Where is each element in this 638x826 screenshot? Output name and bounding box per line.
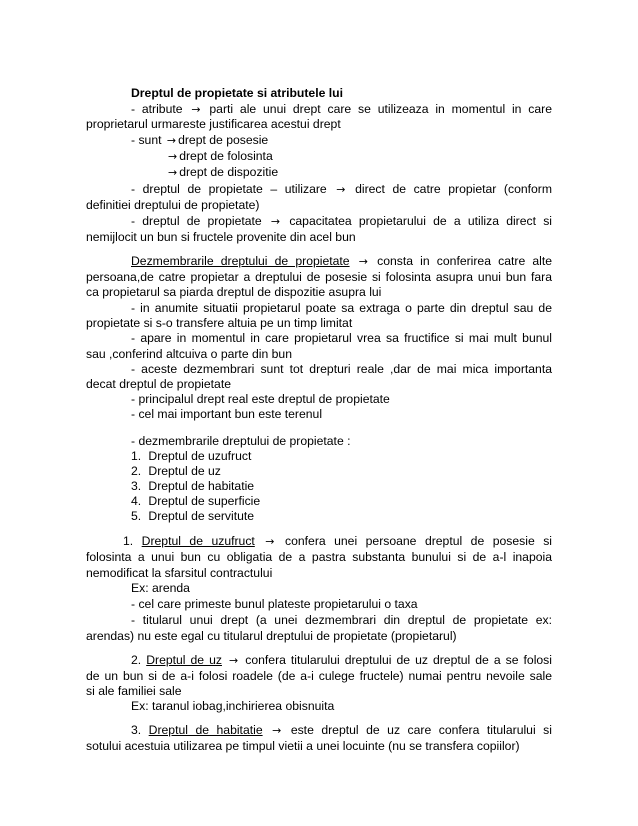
section-number: 3. <box>131 723 142 737</box>
paragraph-line <box>166 165 278 180</box>
paragraph-line <box>131 723 552 738</box>
paragraph-line <box>131 214 552 229</box>
arrow-icon: → <box>166 134 177 147</box>
text-span: - atribute <box>131 102 183 116</box>
list-text: Dreptul de superficie <box>148 494 261 508</box>
paragraph-line: ca propietarul sa piarda dreptul de dispozitie asupra lui <box>86 285 382 299</box>
paragraph-line: folosinta a unui bun cu obligatia de a pastra substanta bunului si de a-l inapoia <box>86 550 552 564</box>
text-span: - sunt <box>131 133 162 147</box>
paragraph-line: - cel care primeste bunul plateste propietarului o taxa <box>131 597 418 611</box>
paragraph-line: si ale familiei sale <box>86 684 182 698</box>
text-span: capacitatea propietarului de a utiliza direct si <box>289 214 553 228</box>
paragraph-line: - apare in momentul in care propietarul vrea sa fructifice si mai mult bunul <box>131 331 552 345</box>
text-span: direct de catre propietar (conform <box>355 182 553 196</box>
paragraph-line: - dezmembrarile dreptului de propietate : <box>131 434 351 448</box>
paragraph-line: - titularul unui drept (a unei dezmembrari din dreptul de propietate ex: <box>131 613 552 627</box>
paragraph-line: - aceste dezmembrari sunt tot drepturi reale ,dar de mai mica importanta <box>131 362 552 376</box>
paragraph-line <box>131 653 552 668</box>
arrow-icon: → <box>229 654 239 667</box>
paragraph-line: propietate si s-o transfere altuia pe un timp limitat <box>86 316 353 330</box>
paragraph-line: proprietarul urmareste justificarea acestui drept <box>86 117 341 131</box>
text-span: - dreptul de propietate – utilizare <box>131 182 327 196</box>
underlined-term: Dreptul de uzufruct <box>141 534 255 548</box>
text-span: confera unei persoane dreptul de posesie si <box>285 534 552 548</box>
list-item <box>131 479 254 494</box>
paragraph-line: - principalul drept real este dreptul de propietate <box>131 392 390 406</box>
paragraph-line: Ex: arenda <box>131 581 190 595</box>
list-text: Dreptul de habitatie <box>148 479 255 493</box>
text-span: consta in conferirea catre alte <box>377 254 553 268</box>
paragraph-line: persoana,de catre propietar a dreptului de posesie si folosinta asupra unui bun fara <box>86 270 552 284</box>
list-text: Dreptul de uz <box>148 464 221 478</box>
paragraph-line: decat dreptul de propietate <box>86 377 232 391</box>
list-item <box>131 449 251 464</box>
list-text: Dreptul de uzufruct <box>148 449 252 463</box>
paragraph-line: sotului acestuia utilizarea pe timpul vietii a unei locuinte (nu se transfera copiilor) <box>86 739 520 753</box>
paragraph-line: nemodificat la sfarsitul contractului <box>86 566 273 580</box>
paragraph-line: sau ,conferind altcuiva o parte din bun <box>86 347 292 361</box>
arrow-icon: → <box>265 535 275 548</box>
text-span: parti ale unui drept care se utilizeaza in momentul in care <box>209 102 552 116</box>
underlined-term: Dreptul de uz <box>146 653 222 667</box>
arrow-icon: → <box>272 724 282 737</box>
list-number: 5. <box>131 509 142 523</box>
paragraph-line <box>131 133 268 148</box>
arrow-icon: → <box>270 215 281 228</box>
arrow-icon: → <box>358 255 368 268</box>
paragraph-line: de un bun si de a-i folosi roadele (de a-i culege fructele) numai pentru nevoile sale <box>86 669 552 683</box>
paragraph-line: - in anumite situatii propietarul poate sa extraga o parte din dreptul sau de <box>131 301 552 315</box>
text-span: drept de posesie <box>178 133 269 147</box>
paragraph-line: - cel mai important bun este terenul <box>131 407 323 421</box>
paragraph-line: Ex: taranul iobag,inchirierea obisnuita <box>131 699 335 713</box>
text-span: drept de folosinta <box>179 149 273 163</box>
paragraph-line <box>131 182 552 197</box>
section-number: 1. <box>123 534 134 548</box>
text-span: drept de dispozitie <box>179 165 279 179</box>
document-title: Dreptul de propietate si atributele lui <box>131 86 343 100</box>
paragraph-line <box>123 534 552 549</box>
paragraph-line: arendas) nu este egal cu titularul dreptului de propietate (propietarul) <box>86 629 457 643</box>
paragraph-line <box>131 102 552 117</box>
arrow-icon: → <box>168 166 178 179</box>
arrow-icon: → <box>168 150 178 163</box>
list-number: 2. <box>131 464 142 478</box>
list-number: 1. <box>131 449 142 463</box>
arrow-icon: → <box>191 103 201 116</box>
text-span: este dreptul de uz care confera titularului si <box>290 723 552 737</box>
paragraph-line <box>131 254 552 269</box>
arrow-icon: → <box>336 183 346 196</box>
section-number: 2. <box>131 653 142 667</box>
list-number: 4. <box>131 494 142 508</box>
paragraph-line: nemijlocit un bun si fructele provenite din acel bun <box>86 230 356 244</box>
underlined-term: Dreptul de habitatie <box>148 723 263 737</box>
paragraph-line <box>166 149 273 164</box>
list-number: 3. <box>131 479 142 493</box>
list-item <box>131 464 221 479</box>
text-span: confera titularului dreptului de uz dreptul de a se folosi <box>245 653 552 667</box>
paragraph-line: definitiei dreptului de propietate) <box>86 198 260 212</box>
list-text: Dreptul de servitute <box>148 509 255 523</box>
list-item <box>131 509 254 524</box>
underlined-term: Dezmembrarile dreptului de propietate <box>131 254 350 268</box>
text-span: - dreptul de propietate <box>131 214 262 228</box>
list-item <box>131 494 260 509</box>
